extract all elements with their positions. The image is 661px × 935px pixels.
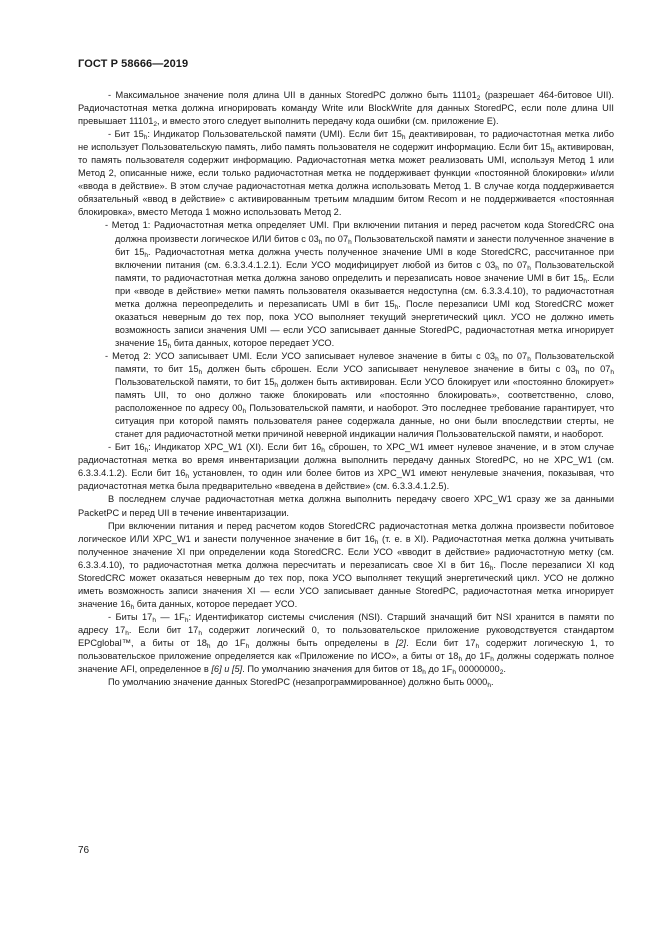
paragraph: - Бит $15_h$: Индикатор Пользовательской памяти (UMI). Если бит $15_h$ деактивирован, то радиочастотная метка либо не использует Пользовательскую память, либо память пользователя не содержит информацию. Если бит $15_h$ активирован, то память пользователя содержит информацию. Радиочастотная метка может реализовать UMI, используя Метод 1 или Метод 2, описанные ниже, если только радиочастотная метка не поддерживает функции «постоянной блокировки» и/или «ввода в действие». В этом случае радиочастотная метка должна использовать Метод 1. В случае когда поддерживается обязательный «ввод в действие» с активированным третьим младшим битом Recom и не поддерживается «постоянная блокировка», вместо Метода 1 можно использовать Метод 2. bbox=[78, 129, 614, 218]
paragraph: - Бит $16_h$: Индикатор XPC_W1 (XI). Если бит $16_h$ сброшен, то XPC_W1 имеет нулевое значение, и в этом случае радиочастотная метка во время инвентаризации должна выполнить передачу данных StoredPC, но не XPC_W1 (см. 6.3.3.4.1.2). Если бит $16_h$ установлен, то один или более битов из XPC_W1 имеют ненулевые значения, показывая, что радиочастотная метка была предварительно «введена в действие» (см. 6.3.3.4.1.2.5). bbox=[78, 442, 615, 492]
paragraph: - Метод 1: Радиочастотная метка определяет UMI. При включении питания и перед расчетом кода StoredCRC она должна произвести логическое ИЛИ битов с $03_h$ по $07_h$ Пользовательской памяти и занести полученное значение в бит $15_h$. Радиочастотная метка должна учесть полученное значение UMI в коде StoredCRC, рассчитанное при включении питания (см. 6.3.3.4.1.2.1). Если УСО модифицирует любой из битов с $03_h$ по $07_h$ Пользовательской памяти, то радиочастотная метка должна заново определить и перезаписать новое значение UMI в бит $15_h$. Если при «вводе в действие» метки память пользователя оказывается недоступна (см. 6.3.3.4.10), то радиочастотная метка должна переопределить и перезаписать UMI в бит $15_h$. После перезаписи UMI код StoredCRC может оказаться неверным до тех пор, пока УСО выполняет текущий энергетический цикл. УСО не должно иметь возможность записи значения UMI — если УСО записывает данные StoredPC, радиочастотная метка игнорирует значение $15_h$ бита данных, которое передает УСО. bbox=[105, 220, 615, 350]
document-header: ГОСТ Р 58666—2019 bbox=[78, 58, 189, 70]
paragraph: В последнем случае радиочастотная метка должна выполнить передачу своего XPC_W1 сразу же за данными PacketPC и перед UII в течение инвентаризации. bbox=[78, 494, 614, 518]
paragraph: При включении питания и перед расчетом кодов StoredCRC радиочастотная метка должна произвести побитовое логическое ИЛИ XPC_W1 и занести полученное значение в бит $16_h$ (т. е. в XI). Радиочастотная метка должна учитывать полученное значение XI при определении кода StoredCRC. Если УСО «вводит в действие» радиочастотную метку (см. 6.3.3.4.10), то радиочастотная метка должна пересчитать и перезаписать свое XI в бит $16_h$. После перезаписи XI код StoredCRC может оказаться неверным до тех пор, пока УСО выполняет текущий энергетический цикл. УСО не должно иметь возможность записи значения XI — если УСО записывает данные StoredPC, радиочастотная метка игнорирует значение $16_h$ бита данных, которое передает УСО. bbox=[78, 520, 615, 611]
paragraph: - Максимальное значение поля длина UII в данных StoredPC должно быть $11101_2$ (разрешает 464-битовое UII). Радиочастотная метка должна игнорировать команду Write или BlockWrite для данных StoredPC, если поле длина UII превышает $11101_2$, и вместо этого следует выполнить передачу кода ошибки (см. приложение E). bbox=[78, 90, 614, 129]
paragraph: По умолчанию значение данных StoredPC (незапрограммированное) должно быть $0000_h$. bbox=[108, 677, 494, 690]
paragraph: - Метод 2: УСО записывает UMI. Если УСО записывает нулевое значение в биты с $03_h$ по $07_h$ Пользовательской памяти, то бит $15_h$ должен быть сброшен. Если УСО записывает ненулевое значение в биты с $03_h$ по $07_h$ Пользовательской памяти, то бит $15_h$ должен быть активирован. Если УСО блокирует или «постоянно блокирует» память UII, то оно должно также блокировать или «постоянно блокировать», соответственно, слово, расположенное по адресу $00_h$ Пользовательской памяти, и наоборот. Это последнее требование гарантирует, что ситуация при которой память пользователя ранее содержала данные, но они были впоследствии стерты, не станет для радиочастотной метки причиной неверной индикации наличия Пользовательской памяти, и наоборот. bbox=[105, 350, 614, 440]
page-number: 76 bbox=[78, 845, 90, 856]
document-body bbox=[78, 89, 614, 689]
paragraph: - Биты $17_h$ — $1F_h$: Идентификатор системы счисления (NSI). Старший значащий бит NSI хранится в памяти по адресу $17_h$. Если бит $17_h$ содержит логический 0, то пользовательское приложение руководствуется стандартом EPCglobal™, а биты от $18_h$ до $1F_h$ должны быть определены в [2]. Если бит $17_h$ содержит логическую 1, то пользовательское приложение определяется как «Приложение по ИСО», а биты от $18_h$ до $1F_h$ должны содержать полное значение AFI, определенное в [6] и [5]. По умолчанию значения для битов от $18_h$ до $1F_h$ $00000000_2$. bbox=[78, 611, 615, 677]
